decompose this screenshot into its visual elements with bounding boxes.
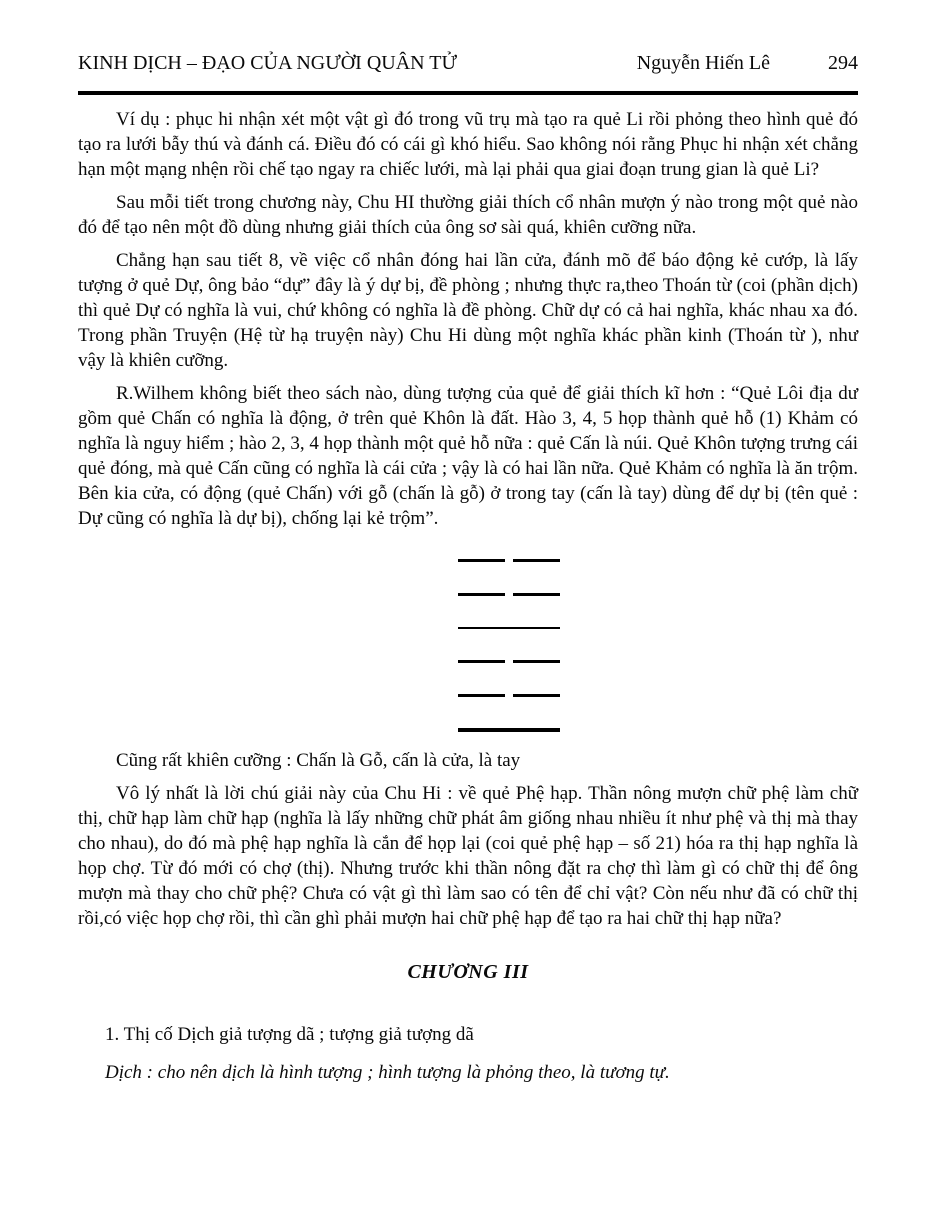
- header-right-group: [637, 52, 858, 75]
- hexagram-line-broken: [458, 694, 560, 697]
- paragraph-chang-han-tiet-8: Chẳng hạn sau tiết 8, về việc cổ nhân đóng hai lần cửa, đánh mõ để báo động kẻ cướp, là lấy tượng ở quẻ Dự, ông bảo “dự” đây là ý dự bị, đề phòng ; nhưng thực ra,theo Thoán từ (coi (phần dịch) thì quẻ Dự có nghĩa là vui, chứ không có nghĩa là đề phòng. Chữ dự có cả hai nghĩa, khác nhau xa đó. Trong phần Truyện (Hệ từ hạ truyện này) Chu Hi dùng một nghĩa khác phần kinh (Thoán từ ), như vậy là khiên cưỡng.: [78, 250, 858, 371]
- author-name: Nguyễn Hiến Lê: [636, 52, 770, 74]
- translation-line: Dịch : cho nên dịch là hình tượng ; hình tượng là phỏng theo, là tương tự.: [105, 1062, 670, 1084]
- page-header: [78, 52, 858, 75]
- hexagram-line-segment: [458, 559, 505, 562]
- hexagram-line-segment: [513, 694, 560, 697]
- book-title: KINH DỊCH – ĐẠO CỦA NGƯỜI QUÂN TỬ: [78, 52, 457, 74]
- paragraph-vi-du: Ví dụ : phục hi nhận xét một vật gì đó trong vũ trụ mà tạo ra quẻ Li rồi phỏng theo hình quẻ đó tạo ra lưới bẫy thú và đánh cá. Điều đó có cái gì khó hiểu. Sao không nói rằng Phục hi nhận xét chẳng hạn một mạng nhện rồi chế tạo ngay ra chiếc lưới, mà lại phải qua giai đoạn trung gian là quẻ Li?: [78, 109, 858, 180]
- hexagram-line-segment: [513, 660, 560, 663]
- hexagram-line-segment: [513, 593, 560, 596]
- hexagram-diagram: [458, 559, 560, 732]
- paragraph-r-wilhem: R.Wilhem không biết theo sách nào, dùng tượng của quẻ để giải thích kĩ hơn : “Quẻ Lôi địa dư gồm quẻ Chấn có nghĩa là động, ở trên quẻ Khôn là đất. Hào 3, 4, 5 họp thành quẻ hỗ (1) Khảm có nghĩa là nguy hiểm ; hào 2, 3, 4 họp thành một quẻ hỗ nữa : quẻ Cấn là núi. Quẻ Khôn tượng trưng cái quẻ đóng, mà quẻ Cấn cũng có nghĩa là cái cửa ; vậy là có hai lần nữa. Quẻ Khảm có nghĩa là ăn trộm. Bên kia cửa, có động (quẻ Chấn) với gỗ (chấn là gỗ) ở trong tay (cấn là tay) dùng để dự bị (tên quẻ : Dự cũng có nghĩa là dự bị), chống lại kẻ trộm”.: [78, 383, 858, 529]
- hexagram-line-segment: [458, 694, 505, 697]
- hexagram-line-broken: [458, 660, 560, 663]
- section-item-1: 1. Thị cố Dịch giả tượng dã ; tượng giả tượng dã: [105, 1024, 474, 1046]
- paragraph-phe-hap: Vô lý nhất là lời chú giải này của Chu Hi : về quẻ Phệ hạp. Thần nông mượn chữ phệ làm chữ thị, chữ hạp làm chữ hạp (nghĩa là lấy những chữ phát âm giống nhau nhiều ít như phệ và thị mà thay cho nhau), do đó mà phệ hạp nghĩa là cắn để họp lại (coi quẻ phệ hạp – số 21) hóa ra thị hạp nghĩa là họp chợ. Từ đó mới có chợ (thị). Nhưng trước khi thần nông đặt ra chợ thì làm gì có chữ thị để ông mượn mà thay cho chữ phệ? Chưa có vật gì thì làm sao có tên để chỉ vật? Còn nếu như đã có chữ thị rồi,có việc họp chợ rồi, thì cần ghì phải mượn hai chữ phệ hạp để tạo ra hai chữ thị hạp nữa?: [78, 783, 858, 930]
- header-rule: [78, 91, 858, 95]
- hexagram-line-solid: [458, 627, 560, 629]
- hexagram-line-segment: [458, 660, 505, 663]
- hexagram-line-broken: [458, 593, 560, 596]
- hexagram-line-segment: [458, 593, 505, 596]
- chapter-heading: CHƯƠNG III: [407, 961, 529, 984]
- hexagram-line-solid: [458, 728, 560, 733]
- hexagram-line-segment: [513, 559, 560, 562]
- page-number: 294: [828, 52, 858, 74]
- hexagram-caption: Cũng rất khiên cưỡng : Chấn là Gỗ, cấn là cửa, là tay: [116, 750, 521, 772]
- hexagram-line-broken: [458, 559, 560, 562]
- paragraph-sau-moi-tiet: Sau mỗi tiết trong chương này, Chu HI thường giải thích cổ nhân mượn ý nào trong một quẻ nào đó để tạo nên một đồ dùng nhưng giải thích của ông sơ sài quá, khiên cưỡng nữa.: [78, 192, 858, 238]
